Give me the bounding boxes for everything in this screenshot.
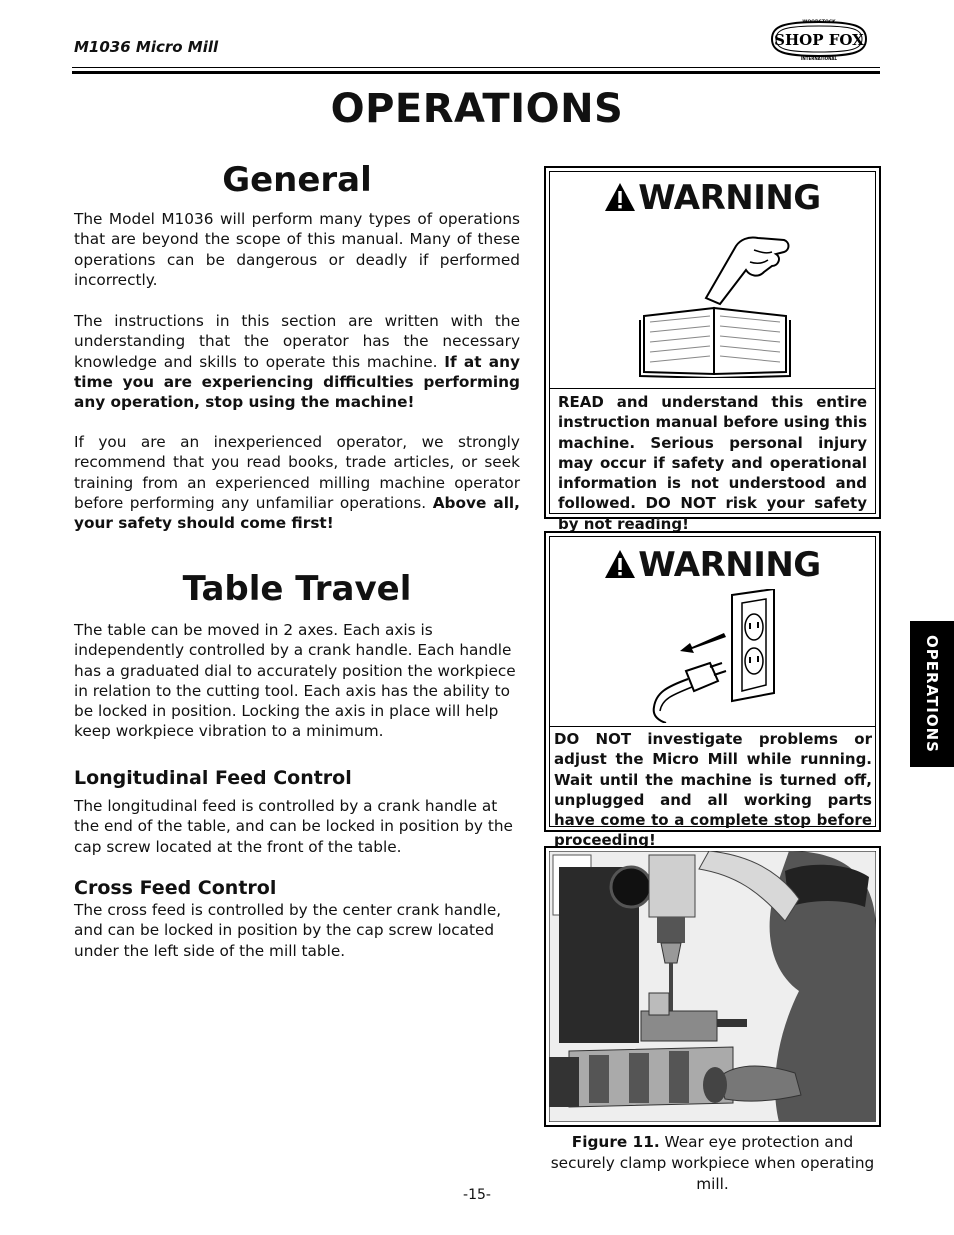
table-travel-heading: Table Travel [182, 569, 412, 609]
shop-fox-logo [764, 16, 874, 62]
mill-operator-photo [549, 851, 876, 1122]
warning-triangle-icon [604, 549, 636, 579]
logo-text: SHOP FOX [774, 31, 864, 49]
figure-caption: Figure 11. Wear eye protection and securely clamp workpiece when operating mill. [550, 1133, 875, 1193]
warning-divider [550, 726, 875, 727]
general-paragraph-3: If you are an inexperienced operator, we strongly recommend that you read books, trade articles, or seek training from an experienced milling machine operator before performing any unfamiliar operations. Above all, your safety should come first! [74, 433, 520, 533]
header-model: M1036 Micro Mill [74, 38, 219, 56]
longitudinal-text: The longitudinal feed is controlled by a crank handle at the end of the table, and can be locked in position by the cap screw located at the front of the table. [74, 797, 513, 856]
general-warning-text: If at any time you are experiencing difficulties performing any operation, stop using the machine! [74, 352, 520, 412]
page-number: -15- [463, 1187, 491, 1203]
header-rule [72, 67, 880, 68]
page-title: OPERATIONS [330, 86, 624, 132]
logo-bottom-text: INTERNATIONAL [800, 56, 838, 61]
cross-feed-heading: Cross Feed Control [74, 877, 277, 899]
table-travel-paragraph: The table can be moved in 2 axes. Each axis is independently controlled by a crank handle. Each handle has a graduated dial to accurately position the workpiece in relation to the cutting tool. Each axis has the ability to be locked in position. Locking the axis in place will help keep workpiece vibration to a minimum. [74, 621, 516, 741]
warning-divider [550, 388, 875, 389]
figure-label: Figure 11. [571, 1133, 660, 1151]
warning-text-read-manual: READ and understand this entire instruction manual before using this machine. Serious personal injury may occur if safety and operational information is not understood and followed. DO NOT risk your safety by not reading! [558, 393, 867, 533]
general-heading: General [222, 160, 372, 200]
read-manual-icon [636, 228, 796, 378]
figure-11-photo [544, 846, 881, 1127]
header-rule-thick [72, 71, 880, 74]
section-side-tab: OPERATIONS [910, 621, 954, 767]
warning-title: WARNING [550, 545, 875, 585]
cross-feed-text: The cross feed is controlled by the center crank handle, and can be locked in position by the cap screw located under the left side of the mill table. [74, 901, 502, 960]
general-paragraph-2: The instructions in this section are written with the understanding that the operator has the necessary knowledge and skills to operate this machine. If at any time you are experiencing difficulties performing any operation, stop using the machine! [74, 312, 520, 412]
safety-first-text: Above all, your safety should come first! [74, 493, 520, 533]
warning-box-unplug [544, 531, 881, 850]
logo-top-text: WOODSTOCK [802, 20, 836, 25]
general-paragraph-1: The Model M1036 will perform many types of operations that are beyond the scope of this manual. Many of these operations can be dangerous or deadly if performed incorrectly. [74, 210, 520, 289]
warning-text-unplug: DO NOT investigate problems or adjust the Micro Mill while running. Wait until the machine is turned off, unplugged and all working parts have come to a complete stop before proceeding! [554, 730, 872, 850]
warning-title: WARNING [550, 178, 875, 218]
longitudinal-heading: Longitudinal Feed Control [74, 767, 352, 789]
warning-triangle-icon [604, 182, 636, 212]
warning-box-read-manual [544, 166, 881, 533]
unplug-icon [646, 589, 786, 723]
